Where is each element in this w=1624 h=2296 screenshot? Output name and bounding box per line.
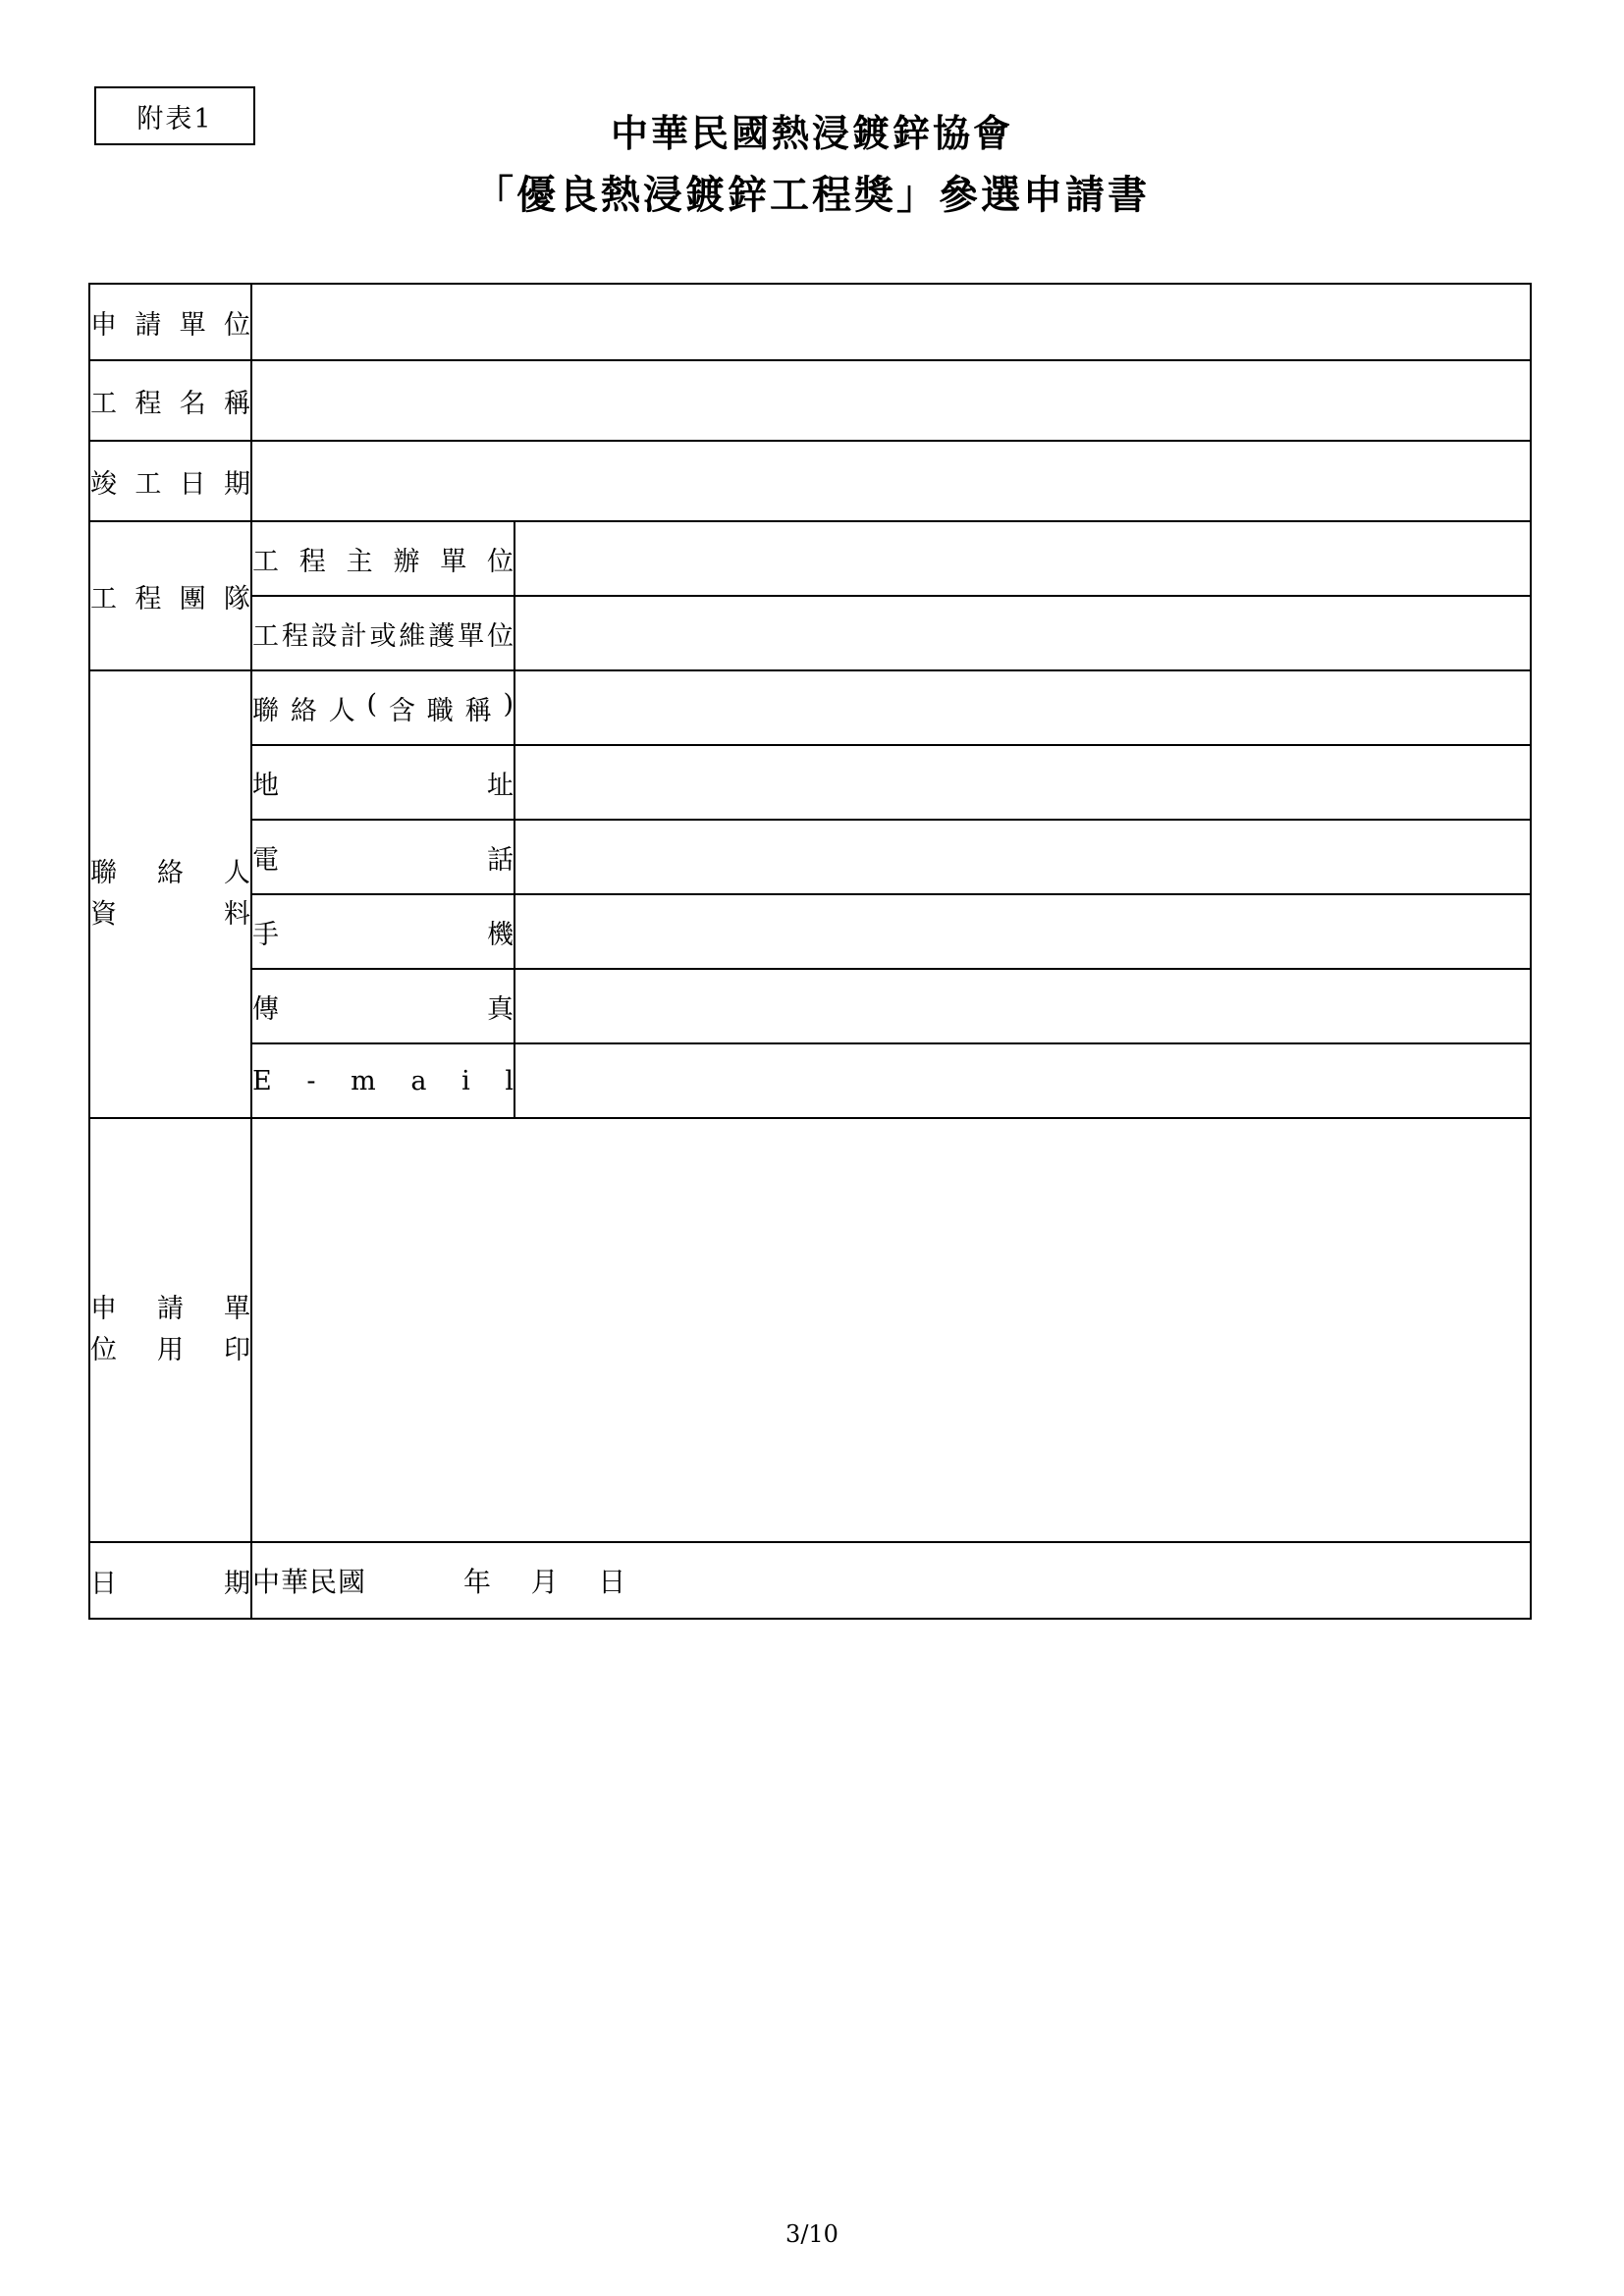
row-label-applicant-seal <box>89 1118 251 1542</box>
title-line-1: 中華民國熱浸鍍鋅協會 <box>610 111 1013 155</box>
label-text-email: E - m a i l <box>252 1065 514 1096</box>
label-text-applicant-unit: 申 請 單 位 <box>90 309 250 341</box>
row-label-completion-date <box>89 441 251 521</box>
row-label-project-name <box>89 360 251 441</box>
table-row <box>89 1118 1531 1542</box>
table-row <box>89 820 1531 894</box>
table-row <box>89 670 1531 745</box>
label-text-project-team: 工 程 團 隊 <box>90 583 250 614</box>
row-label-contact-info <box>89 670 251 1118</box>
label-text-applicant-seal: 申 請 單 位 用 印 <box>90 1294 250 1365</box>
sublabel-address <box>251 745 514 820</box>
table-row <box>89 441 1531 521</box>
title-line-2: 「優良熱浸鍍鋅工程獎」參選申請書 <box>474 172 1150 219</box>
label-text-project-design-unit: 工 程 設 計 或 維 護 單 位 <box>252 620 514 652</box>
label-text-address: 地 址 <box>252 770 514 801</box>
field-email[interactable] <box>514 1043 1531 1118</box>
label-text-mobile: 手 機 <box>252 919 514 950</box>
table-row <box>89 745 1531 820</box>
table-row <box>89 284 1531 360</box>
sublabel-project-design-unit <box>251 596 514 670</box>
sublabel-project-host-unit <box>251 521 514 596</box>
table-row <box>89 596 1531 670</box>
field-completion-date[interactable] <box>251 441 1531 521</box>
sublabel-telephone <box>251 820 514 894</box>
sublabel-mobile <box>251 894 514 969</box>
label-text-project-host-unit: 工 程 主 辦 單 位 <box>252 546 514 577</box>
field-address[interactable] <box>514 745 1531 820</box>
field-applicant-unit[interactable] <box>251 284 1531 360</box>
row-label-applicant-unit <box>89 284 251 360</box>
page-number: 3/10 <box>785 2220 839 2248</box>
field-date-value[interactable]: 中華民國 年 月 日 <box>251 1542 1531 1619</box>
table-row <box>89 521 1531 596</box>
table-row <box>89 969 1531 1043</box>
label-text-telephone: 電 話 <box>252 844 514 876</box>
label-text-contact-person: 聯 絡 人 ( 含 職 稱 ) <box>252 688 514 726</box>
label-text-fax: 傳 真 <box>252 993 514 1025</box>
field-project-name[interactable] <box>251 360 1531 441</box>
row-label-date <box>89 1542 251 1619</box>
field-mobile[interactable] <box>514 894 1531 969</box>
label-text-date: 日 期 <box>90 1568 250 1599</box>
field-project-design-unit[interactable] <box>514 596 1531 670</box>
application-form-table <box>88 283 1532 1620</box>
field-project-host-unit[interactable] <box>514 521 1531 596</box>
field-fax[interactable] <box>514 969 1531 1043</box>
table-row <box>89 894 1531 969</box>
field-telephone[interactable] <box>514 820 1531 894</box>
attachment-tag: 附表1 <box>94 86 255 145</box>
document-title <box>0 106 1624 225</box>
sublabel-contact-person <box>251 670 514 745</box>
label-text-completion-date: 竣 工 日 期 <box>90 468 250 500</box>
table-row <box>89 360 1531 441</box>
label-text-contact-info: 聯 絡 人 資 料 <box>90 858 250 930</box>
row-label-project-team <box>89 521 251 670</box>
sublabel-email <box>251 1043 514 1118</box>
label-text-project-name: 工 程 名 稱 <box>90 388 250 419</box>
table-row <box>89 1542 1531 1619</box>
sublabel-fax <box>251 969 514 1043</box>
field-contact-person[interactable] <box>514 670 1531 745</box>
table-row <box>89 1043 1531 1118</box>
field-applicant-seal[interactable] <box>251 1118 1531 1542</box>
